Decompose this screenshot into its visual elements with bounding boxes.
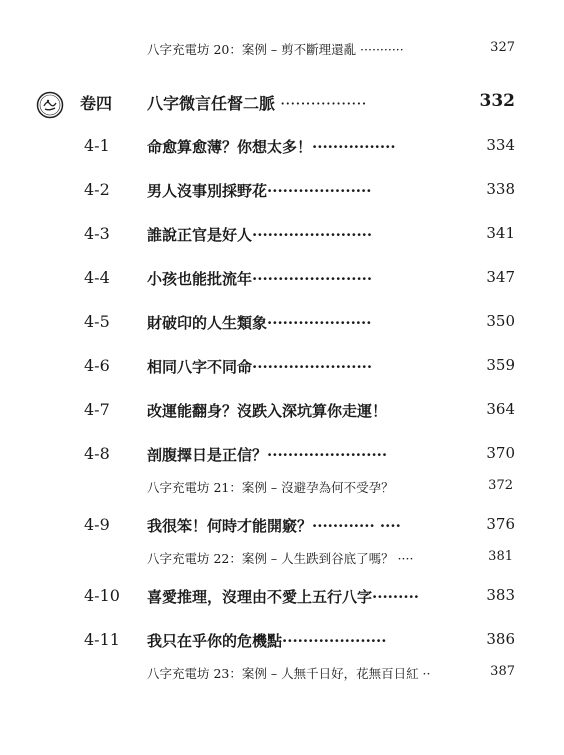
page-number: 338 (486, 180, 515, 198)
page-number: 359 (486, 356, 515, 374)
entry-title: 八字充電坊 22：案例 – 人生跌到谷底了嗎？ ···· (147, 551, 414, 566)
section-number: 4-4 (84, 268, 110, 287)
page-number: 364 (486, 400, 515, 418)
page-number: 332 (479, 91, 515, 111)
entry-title: 八字充電坊 20：案例 – 剪不斷理還亂 ··········· (147, 42, 404, 57)
section-number: 4-7 (84, 400, 110, 419)
section-number: 4-5 (84, 312, 110, 331)
section-number: 4-6 (84, 356, 110, 375)
section-number: 4-9 (84, 515, 110, 534)
entry-title: 喜愛推理，沒理由不愛上五行八字········· (147, 588, 420, 606)
entry-title: 八字充電坊 21：案例 – 沒避孕為何不受孕？ (147, 480, 394, 495)
page-number: 383 (486, 586, 515, 604)
section-number: 4-11 (84, 630, 120, 649)
entry-title: 我只在乎你的危機點···················· (147, 632, 387, 650)
page-number: 347 (486, 268, 515, 286)
chapter-title: 八字微言任督二脈 ················· (147, 94, 367, 113)
entry-title: 我很笨！何時才能開竅？············ ···· (147, 517, 401, 535)
page-number: 370 (486, 444, 515, 462)
page-number: 327 (490, 40, 515, 55)
entry-title: 相同八字不同命······················· (147, 358, 373, 376)
page-number: 376 (486, 515, 515, 533)
entry-title: 改運能翻身？沒跌入深坑算你走運！ (147, 402, 388, 420)
section-number: 4-2 (84, 180, 110, 199)
page-number: 341 (486, 224, 515, 242)
page-number: 334 (486, 136, 515, 154)
chapter-label: 卷四 (80, 94, 113, 113)
section-number: 4-3 (84, 224, 110, 243)
entry-title: 剖腹擇日是正信？······················· (147, 446, 388, 464)
entry-title: 小孩也能批流年······················· (147, 270, 373, 288)
entry-title: 誰說正官是好人······················· (147, 226, 373, 244)
page-number: 350 (486, 312, 515, 330)
chapter-emblem-icon (36, 91, 64, 119)
entry-title: 財破印的人生類象···················· (147, 314, 372, 332)
entry-title: 八字充電坊 23：案例 – 人無千日好，花無百日紅 ·· (147, 666, 431, 681)
page-number: 381 (488, 549, 513, 564)
entry-title: 命愈算愈薄？你想太多！················ (147, 138, 396, 156)
section-number: 4-10 (84, 586, 120, 605)
section-number: 4-8 (84, 444, 110, 463)
page-number: 386 (486, 630, 515, 648)
page-number: 372 (488, 478, 513, 493)
page-number: 387 (490, 664, 515, 679)
entry-title: 男人沒事別採野花···················· (147, 182, 372, 200)
section-number: 4-1 (84, 136, 110, 155)
